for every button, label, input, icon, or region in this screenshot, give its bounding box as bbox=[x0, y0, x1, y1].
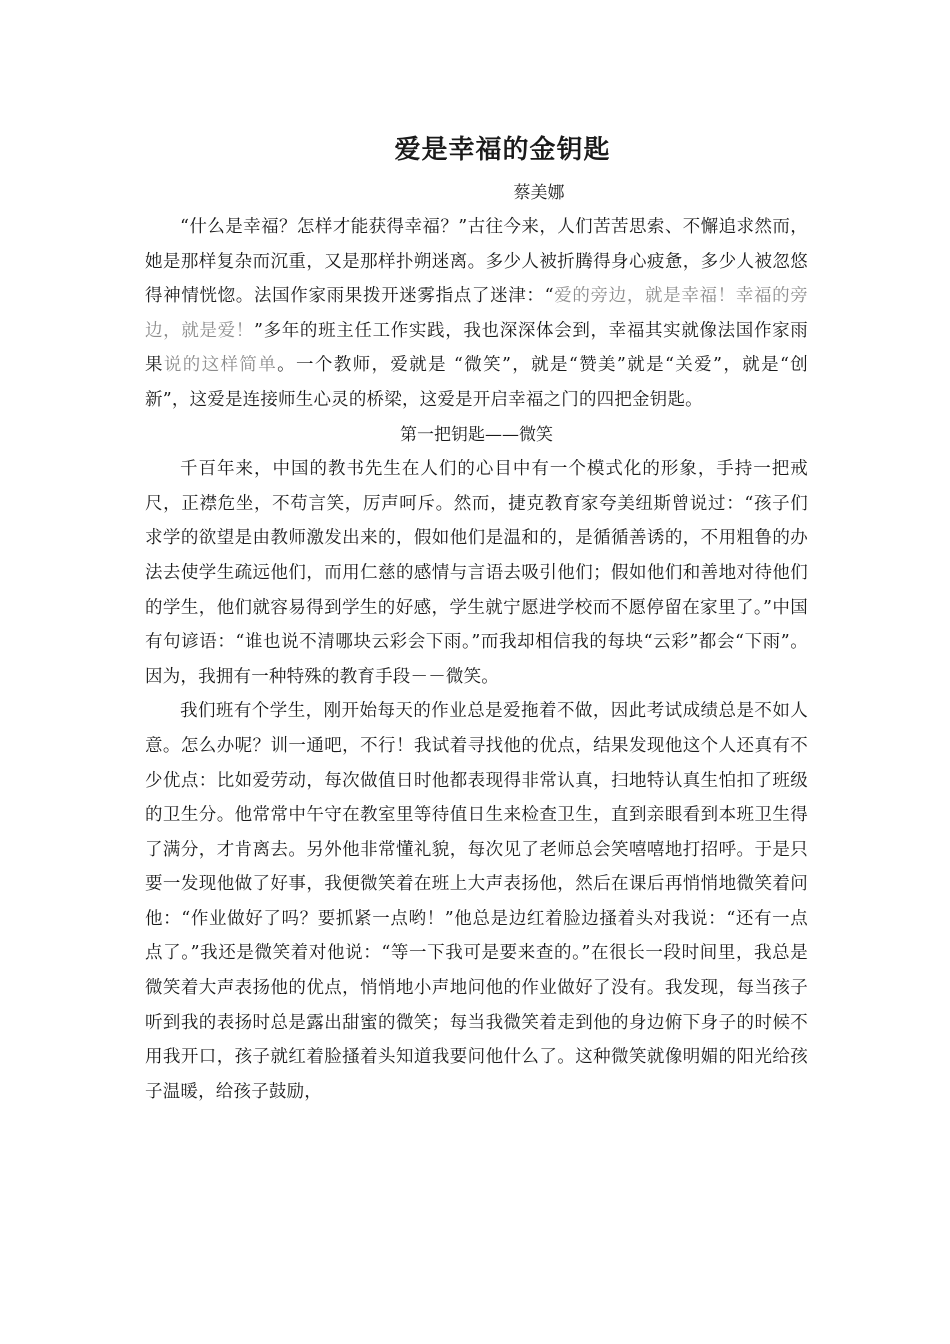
document-title: 爱是幸福的金钥匙 bbox=[394, 135, 611, 165]
document-page bbox=[145, 128, 808, 1109]
gray-phrase: 说的这样简单 bbox=[163, 355, 278, 376]
author-name: 蔡美娜 bbox=[513, 183, 565, 203]
intro-text-2: ”多年的班主任工作实践，我也深深体会到，幸福其实就像法国作家雨果 bbox=[145, 320, 808, 376]
hugo-quote: 爱的旁边，就是幸福！幸福的旁边，就是爱！ bbox=[145, 286, 808, 341]
section-heading-smile: 第一把钥匙——微笑 bbox=[400, 424, 553, 445]
section1-paragraph-1: 千百年来，中国的教书先生在人们的心目中有一个模式化的形象，手持一把戒尺，正襟危坐，不苟言笑，厉声呵斥。然而，捷克教育家夸美纽斯曾说过：“孩子们求学的欲望是由教师激发出来的，假如他们是温和的，是循循善诱的，不用粗鲁的办法去使学生疏远他们，而用仁慈的感情与言语去吸引他们；假如他们和善地对待他们的学生，他们就容易得到学生的好感，学生就宁愿进学校而不愿停留在家里了。”中国有句谚语：“谁也说不清哪块云彩会下雨。”而我却相信我的每块“云彩”都会“下雨”。因为，我拥有一种特殊的教育手段－－微笑。 bbox=[145, 459, 808, 687]
section1-paragraph-2: 我们班有个学生，刚开始每天的作业总是爱拖着不做，因此考试成绩总是不如人意。怎么办呢？训一通吧，不行！我试着寻找他的优点，结果发现他这个人还真有不少优点：比如爱劳动，每次做值日时他都表现得非常认真，扫地特认真生怕扣了班级的卫生分。他常常中午守在教室里等待值日生来检查卫生，直到亲眼看到本班卫生得了满分，才肯离去。另外他非常懂礼貌，每次见了老师总会笑嘻嘻地打招呼。于是只要一发现他做了好事，我便微笑着在班上大声表扬他，然后在课后再悄悄地微笑着问他：“作业做好了吗？要抓紧一点哟！”他总是边红着脸边搔着头对我说：“还有一点点了。”我还是微笑着对他说：“等一下我可是要来查的。”在很长一段时间里，我总是微笑着大声表扬他的优点，悄悄地小声地问他的作业做好了没有。我发现，每当孩子听到我的表扬时总是露出甜蜜的微笑；每当我微笑着走到他的身边俯下身子的时候不用我开口，孩子就红着脸搔着头知道我要问他什么了。这种微笑就像明媚的阳光给孩子温暖，给孩子鼓励， bbox=[145, 701, 808, 1102]
intro-text-3: 。一个教师，爱就是 “微笑”，就是“赞美”就是“关爱”，就是“创新”，这爱是连接师生心灵的桥梁，这爱是开启幸福之门的四把金钥匙。 bbox=[145, 355, 808, 410]
intro-text-1: “什么是幸福？怎样才能获得幸福？”古往今来，人们苦苦思索、不懈追求然而，她是那样复杂而沉重，又是那样扑朔迷离。多少人被折腾得身心疲惫，多少人被忽悠得神情恍惚。法国作家雨果拨开迷雾指点了迷津：“ bbox=[145, 217, 808, 307]
intro-paragraph bbox=[145, 210, 808, 418]
